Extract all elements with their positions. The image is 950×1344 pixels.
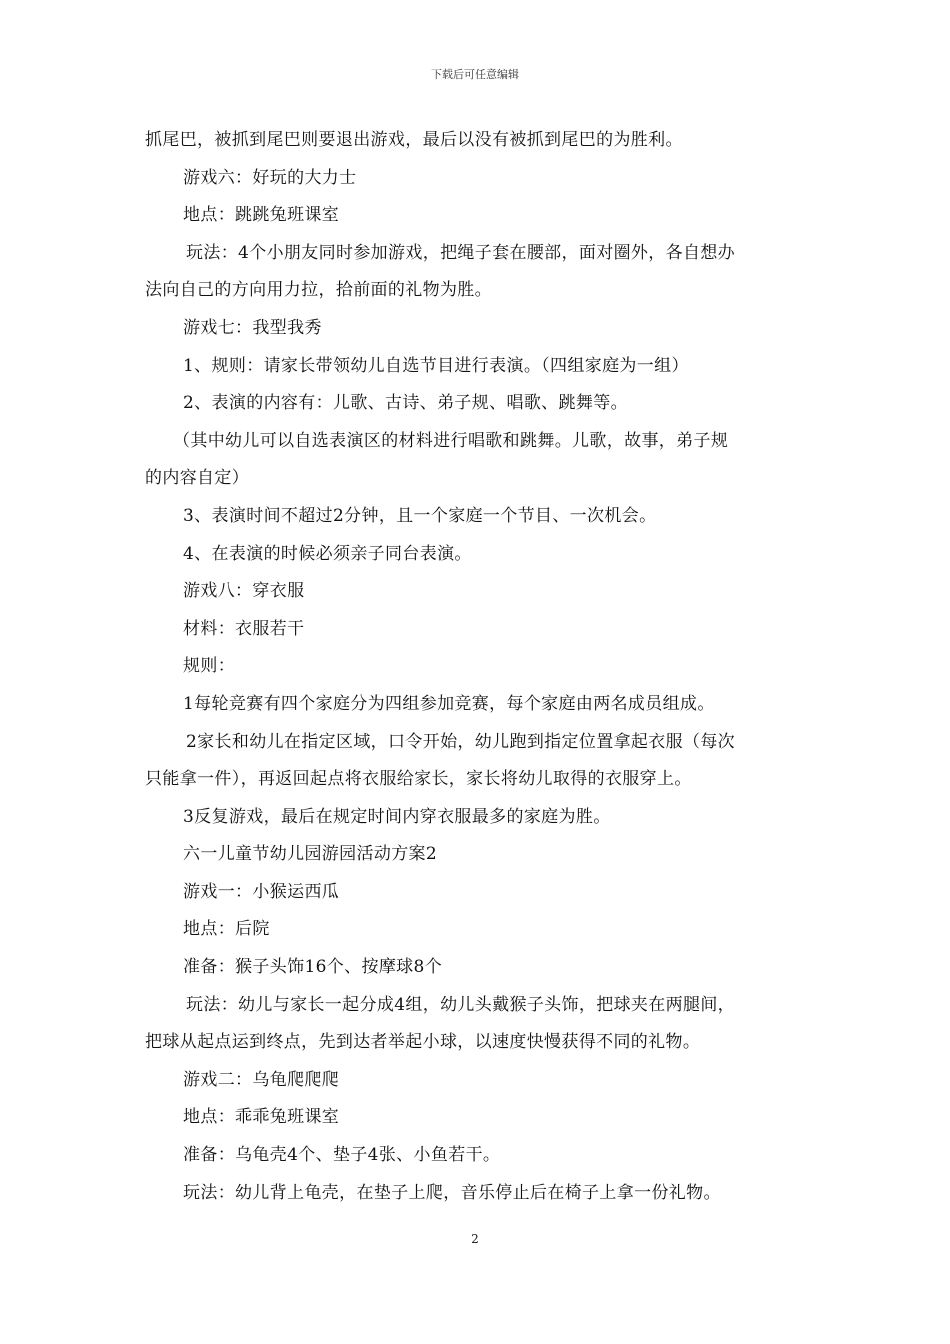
game-eight-title: 游戏八：穿衣服 [183,581,305,602]
section-title: 六一儿童节幼儿园游园活动方案2 [183,844,438,865]
paragraph-line: 准备：猴子头饰16个、按摩球8个 [183,957,443,978]
paragraph-line: （其中幼儿可以自选表演区的材料进行唱歌和跳舞。儿歌，故事，弟子规 [173,430,729,451]
paragraph-line: 4、在表演的时候必须亲子同台表演。 [183,543,472,564]
paragraph-line: 3反复游戏，最后在规定时间内穿衣服最多的家庭为胜。 [183,806,611,827]
paragraph-line: 2家长和幼儿在指定区域，口令开始，幼儿跑到指定位置拿起衣服（每次 [186,731,736,752]
page-header: 下载后可任意编辑 [431,68,519,81]
paragraph-line: 3、表演时间不超过2分钟，且一个家庭一个节目、一次机会。 [183,505,657,526]
paragraph-line: 2、表演的内容有：儿歌、古诗、弟子规、唱歌、跳舞等。 [183,393,628,414]
game-seven-title: 游戏七：我型我秀 [183,317,322,338]
paragraph-line: 法向自己的方向用力拉，拾前面的礼物为胜。 [145,280,492,301]
page-number: 2 [471,1232,479,1246]
paragraph-line: 抓尾巴，被抓到尾巴则要退出游戏，最后以没有被抓到尾巴的为胜利。 [145,130,683,150]
document-body [145,122,809,1212]
paragraph-line: 准备：乌龟壳4个、垫子4张、小鱼若干。 [183,1145,501,1166]
paragraph-line: 地点：乖乖兔班课室 [183,1107,340,1128]
paragraph-line: 把球从起点运到终点，先到达者举起小球，以速度快慢获得不同的礼物。 [145,1032,701,1053]
game-two-title: 游戏二：乌龟爬爬爬 [183,1069,340,1090]
paragraph-line: 玩法：4个小朋友同时参加游戏，把绳子套在腰部，面对圈外，各自想办 [186,242,736,263]
paragraph-line: 地点：跳跳兔班课室 [183,205,340,226]
paragraph-line: 材料：衣服若干 [183,618,305,639]
paragraph-line: 规则： [183,656,236,677]
game-one-title: 游戏一：小猴运西瓜 [183,881,340,902]
paragraph-line: 1每轮竞赛有四个家庭分为四组参加竞赛，每个家庭由两名成员组成。 [183,693,715,714]
paragraph-line: 只能拿一件），再返回起点将衣服给家长，家长将幼儿取得的衣服穿上。 [145,769,692,790]
paragraph-line: 的内容自定） [145,468,250,489]
paragraph-line: 地点：后院 [183,919,270,940]
paragraph-line: 玩法：幼儿背上龟壳，在垫子上爬，音乐停止后在椅子上拿一份礼物。 [183,1182,721,1203]
paragraph-line: 1、规则：请家长带领幼儿自选节目进行表演。（四组家庭为一组） [183,355,689,376]
paragraph-line: 玩法：幼儿与家长一起分成4组，幼儿头戴猴子头饰，把球夹在两腿间， [186,994,736,1015]
game-six-title: 游戏六：好玩的大力士 [183,167,357,188]
